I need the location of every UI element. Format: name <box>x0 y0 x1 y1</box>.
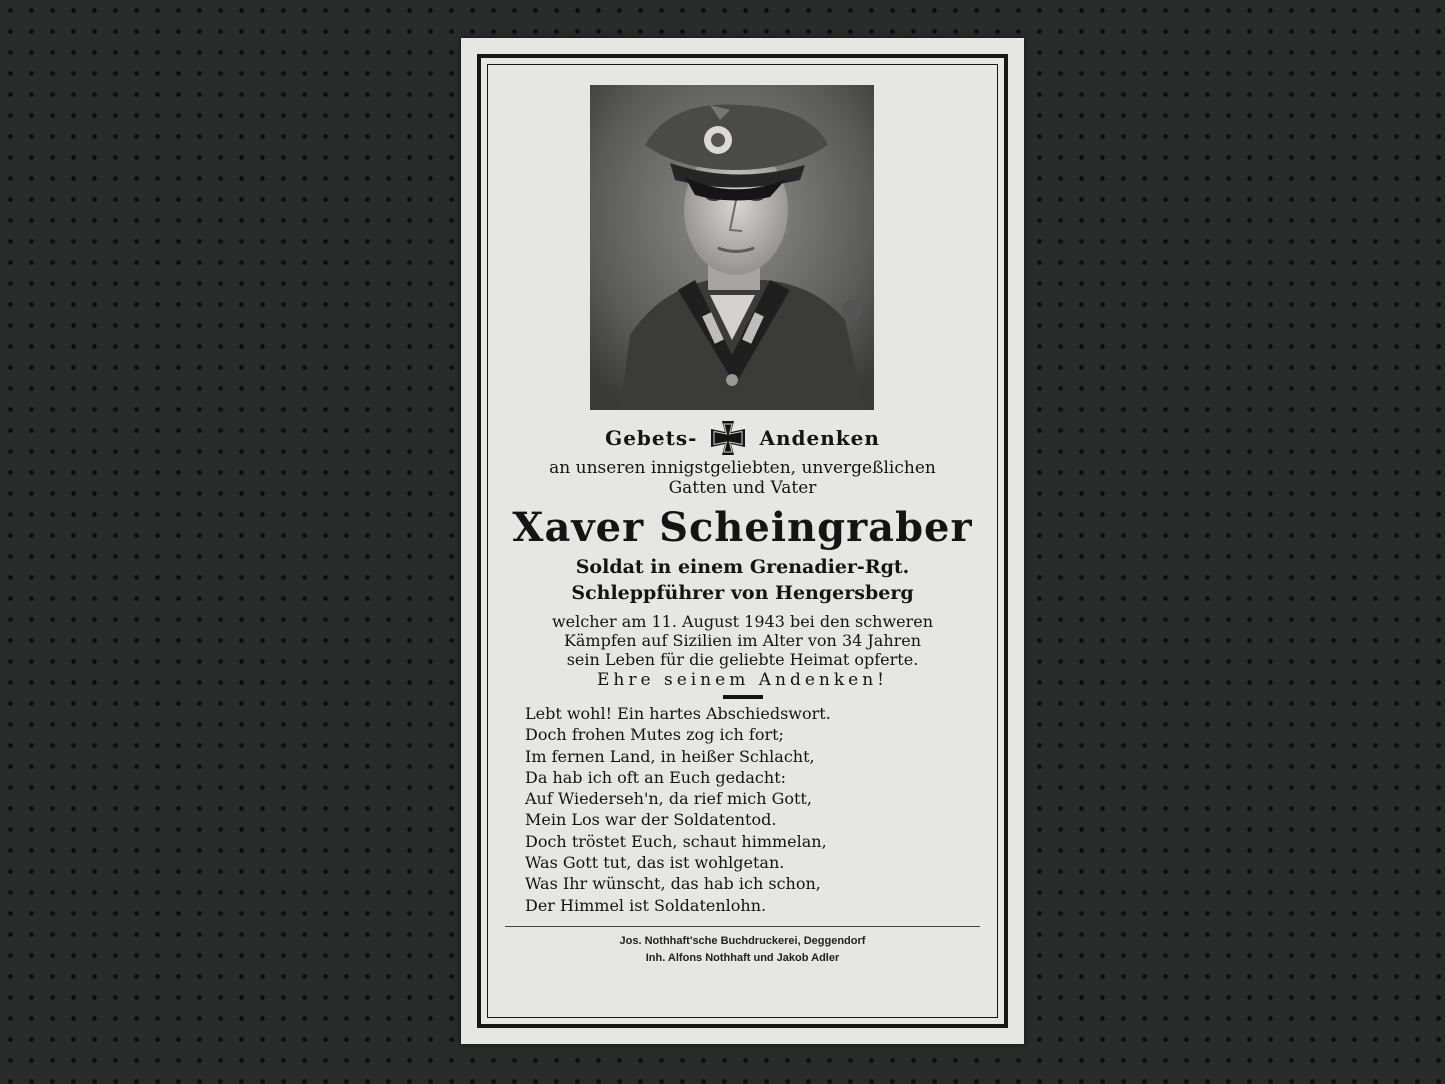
deceased-name: Xaver Scheingraber <box>512 504 973 551</box>
poem-line: Da hab ich oft an Euch gedacht: <box>525 767 787 787</box>
intro-line-2: Gatten und Vater <box>668 478 817 498</box>
printer-line-2: Inh. Alfons Nothhaft und Jakob Adler <box>645 951 840 964</box>
poem-line: Der Himmel ist Soldatenlohn. <box>525 895 767 915</box>
poem-line: Im fernen Land, in heißer Schlacht, <box>525 746 815 766</box>
printer-credit <box>501 933 984 967</box>
poem-line: Was Ihr wünscht, das hab ich schon, <box>525 874 821 894</box>
divider <box>723 695 763 699</box>
footer-divider <box>505 926 980 927</box>
poem <box>501 703 984 916</box>
heading-right: Andenken <box>759 426 880 450</box>
portrait-illustration <box>590 85 874 410</box>
heading-left: Gebets- <box>605 426 698 450</box>
death-text <box>501 612 984 669</box>
poem-line: Mein Los war der Soldatentod. <box>525 810 777 830</box>
poem-line: Doch tröstet Euch, schaut himmelan, <box>525 831 827 851</box>
poem-line: Auf Wiederseh'n, da rief mich Gott, <box>525 789 812 809</box>
card-text <box>501 418 984 967</box>
intro-line-1: an unseren innigstgeliebten, unvergeßlichen <box>549 458 936 478</box>
rank-line: Soldat in einem Grenadier-Rgt. <box>575 556 910 578</box>
honor-line: Ehre seinem Andenken! <box>597 670 888 690</box>
memorial-card <box>461 38 1024 1044</box>
death-line: Kämpfen auf Sizilien im Alter von 34 Jahren <box>563 631 922 650</box>
poem-line: Lebt wohl! Ein hartes Abschiedswort. <box>525 704 831 723</box>
occupation-line: Schleppführer von Hengersberg <box>571 582 914 604</box>
soldier-portrait-photo <box>590 85 874 410</box>
poem-line: Was Gott tut, das ist wohlgetan. <box>525 853 785 873</box>
death-line: sein Leben für die geliebte Heimat opferte. <box>566 650 919 669</box>
death-line: welcher am 11. August 1943 bei den schweren <box>551 612 934 631</box>
card-heading <box>501 418 984 458</box>
printer-line-1: Jos. Nothhaft'sche Buchdruckerei, Deggendorf <box>619 934 866 947</box>
poem-line: Doch frohen Mutes zog ich fort; <box>525 725 784 745</box>
iron-cross-icon <box>711 421 745 455</box>
